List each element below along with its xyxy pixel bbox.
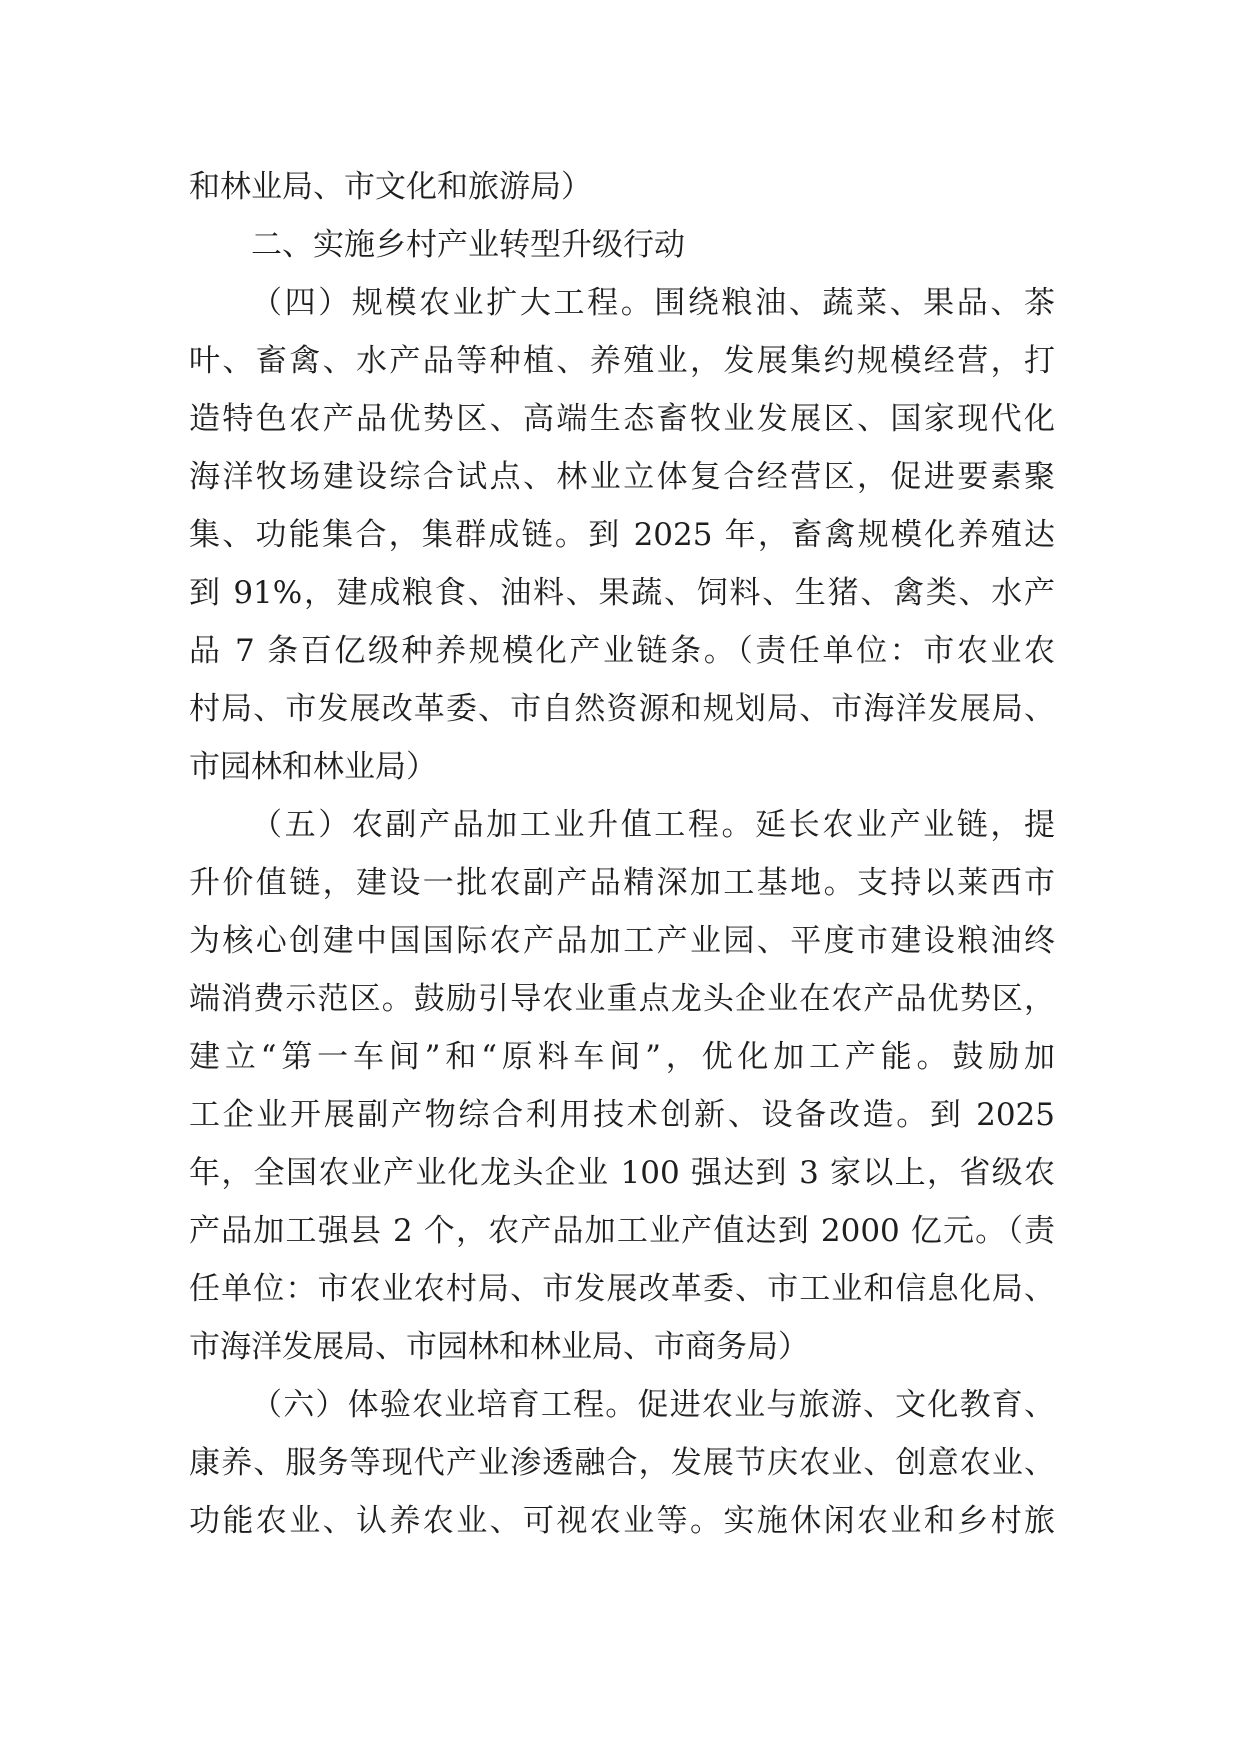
text-line: 集、功能集合，集群成链。到 2025 年，畜禽规模化养殖达 [189, 517, 1055, 553]
document-page [189, 158, 1055, 1550]
text-line: （六）体验农业培育工程。促进农业与旅游、文化教育、 [251, 1387, 1055, 1423]
text-line: 年，全国农业产业化龙头企业 100 强达到 3 家以上，省级农 [189, 1155, 1055, 1191]
text-line: 到 91%，建成粮食、油料、果蔬、饲料、生猪、禽类、水产 [189, 575, 1055, 611]
text-line: 建立“第一车间”和“原料车间”，优化加工产能。鼓励加 [189, 1039, 1055, 1075]
text-line: 市园林和林业局） [189, 749, 437, 785]
text-line: 造特色农产品优势区、高端生态畜牧业发展区、国家现代化 [189, 401, 1055, 437]
text-line: 产品加工强县 2 个，农产品加工业产值达到 2000 亿元。（责 [189, 1213, 1055, 1249]
text-line: 康养、服务等现代产业渗透融合，发展节庆农业、创意农业、 [189, 1445, 1055, 1481]
text-line: 任单位：市农业农村局、市发展改革委、市工业和信息化局、 [189, 1271, 1055, 1307]
text-line: （五）农副产品加工业升值工程。延长农业产业链，提 [251, 807, 1055, 843]
text-line: 工企业开展副产物综合利用技术创新、设备改造。到 2025 [189, 1097, 1055, 1133]
text-line: （四）规模农业扩大工程。围绕粮油、蔬菜、果品、茶 [251, 285, 1055, 321]
text-line: 升价值链，建设一批农副产品精深加工基地。支持以莱西市 [189, 865, 1055, 901]
text-line: 市海洋发展局、市园林和林业局、市商务局） [189, 1329, 809, 1365]
text-line: 品 7 条百亿级种养规模化产业链条。（责任单位：市农业农 [189, 633, 1055, 669]
text-line: 叶、畜禽、水产品等种植、养殖业，发展集约规模经营，打 [189, 343, 1055, 379]
text-line: 功能农业、认养农业、可视农业等。实施休闲农业和乡村旅 [189, 1503, 1055, 1539]
text-line: 二、实施乡村产业转型升级行动 [251, 227, 685, 263]
text-line: 和林业局、市文化和旅游局） [189, 169, 592, 205]
text-line: 村局、市发展改革委、市自然资源和规划局、市海洋发展局、 [189, 691, 1055, 727]
text-line: 海洋牧场建设综合试点、林业立体复合经营区，促进要素聚 [189, 459, 1055, 495]
text-line: 为核心创建中国国际农产品加工产业园、平度市建设粮油终 [189, 923, 1055, 959]
text-line: 端消费示范区。鼓励引导农业重点龙头企业在农产品优势区， [189, 981, 1055, 1017]
